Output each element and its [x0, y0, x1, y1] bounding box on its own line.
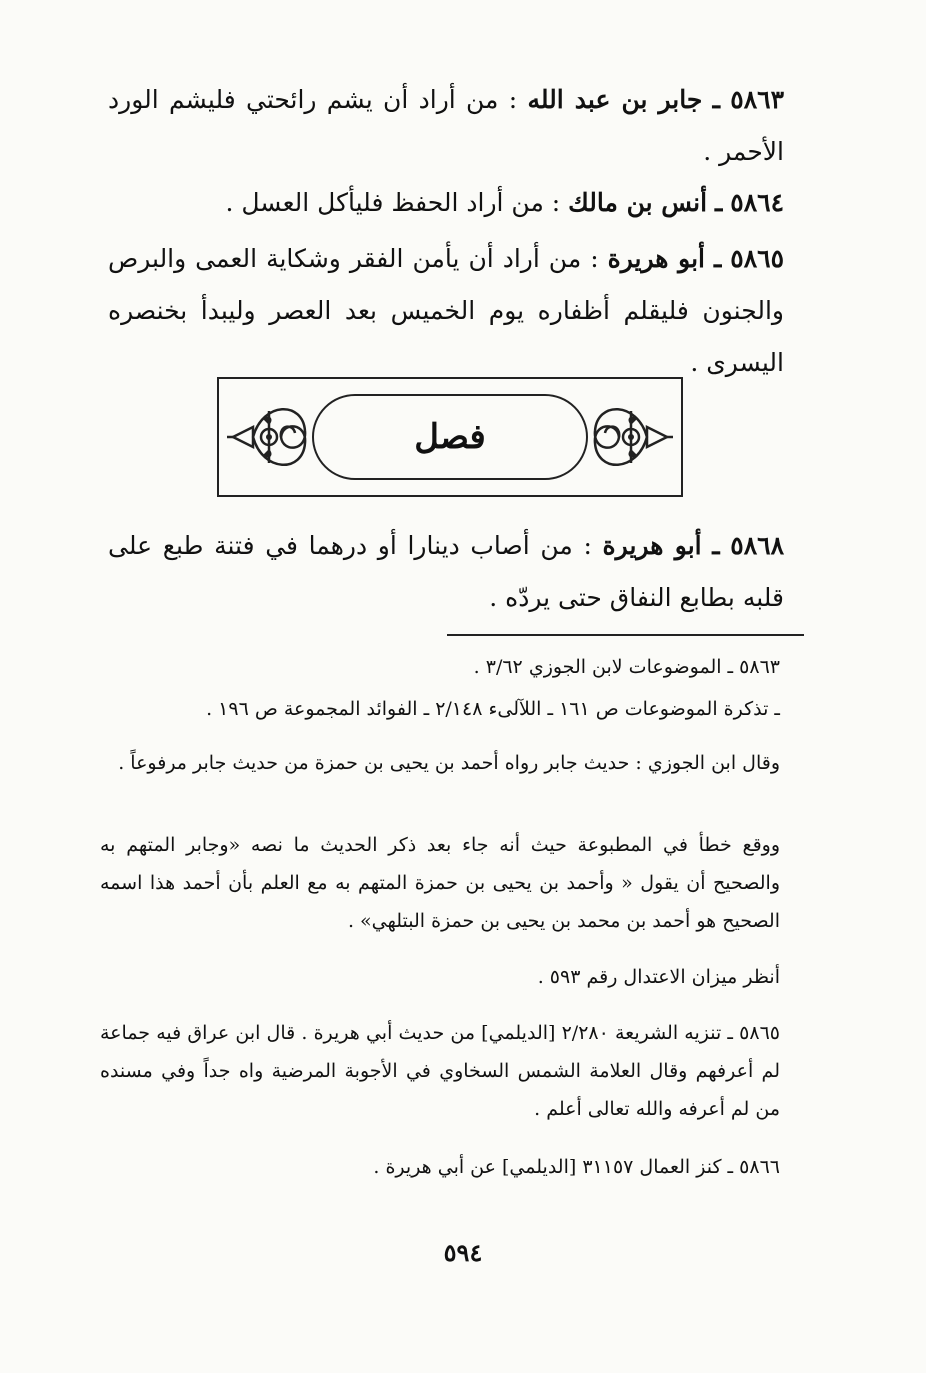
entry-5863	[108, 74, 784, 178]
entry-text: : من أراد الحفظ فليأكل العسل .	[225, 188, 561, 217]
footnote: ٥٨٦٣ ـ الموضوعات لابن الجوزي ٣/٦٢ .	[473, 656, 780, 678]
entry-number: ٥٨٦٨	[730, 531, 785, 560]
footnote: وقال ابن الجوزي : حديث جابر رواه أحمد بن يحيى بن حمزة من حديث جابر مرفوعاً .	[118, 752, 780, 774]
entry-5865	[108, 233, 784, 389]
page-number: ٥٩٤	[443, 1238, 483, 1267]
footnote: ٥٨٦٦ ـ كنز العمال ٣١١٥٧ [الديلمي] عن أبي هريرة .	[373, 1156, 780, 1178]
entry-number: ٥٨٦٤	[730, 188, 784, 217]
arabesque-ornament-icon	[223, 391, 315, 483]
entry-narrator: أبو هريرة	[607, 244, 705, 273]
footnote: ـ تذكرة الموضوعات ص ١٦١ ـ اللآلىء ٢/١٤٨ ـ الفوائد المجموعة ص ١٩٦ .	[206, 698, 780, 720]
footnote: ووقع خطأ في المطبوعة حيث أنه جاء بعد ذكر الحديث ما نصه «وجابر المتهم به والصحيح أن يقول « وأحمد بن يحيى بن حمزة المتهم به مع العلم بأن أحمد هذا اسمه الصحيح هو أحمد بن محمد بن يحيى بن حمزة البتلهي» .	[100, 834, 780, 932]
entry-5868	[108, 520, 784, 624]
section-heading-frame	[217, 377, 683, 497]
entry-number: ٥٨٦٣	[730, 85, 784, 114]
section-title: فصل	[414, 417, 486, 457]
entry-text: : من أراد أن يأمن الفقر وشكاية العمى والبرص والجنون فليقلم أظفاره يوم الخميس بعد العصر وليبدأ بخنصره اليسرى .	[108, 244, 784, 377]
entry-dash: ـ	[712, 85, 720, 114]
footnote: أنظر ميزان الاعتدال رقم ٥٩٣ .	[537, 966, 780, 988]
section-heading-cartouche	[312, 394, 588, 480]
entry-dash: ـ	[712, 531, 720, 560]
entry-text: : من أراد أن يشم رائحتي فليشم الورد الأحمر .	[108, 85, 784, 166]
arabesque-ornament-icon	[585, 391, 677, 483]
entry-text: : من أصاب دينارا أو درهما في فتنة طبع على قلبه بطابع النفاق حتى يردّه .	[108, 531, 784, 612]
entry-dash: ـ	[715, 188, 723, 217]
footnote: ٥٨٦٥ ـ تنزيه الشريعة ٢/٢٨٠ [الديلمي] من حديث أبي هريرة . قال ابن عراق فيه جماعة لم أعرفهم وقال العلامة الشمس السخاوي في الأجوبة المرضية واه جداً وفي مسنده من لم أعرفه والله تعالى أعلم .	[100, 1022, 780, 1120]
entry-dash: ـ	[713, 244, 722, 273]
entry-narrator: جابر بن عبد الله	[527, 85, 703, 114]
entry-number: ٥٨٦٥	[730, 244, 785, 273]
entry-5864	[108, 177, 784, 229]
entry-narrator: أبو هريرة	[602, 531, 702, 560]
entry-narrator: أنس بن مالك	[568, 188, 708, 217]
footnote-separator	[447, 634, 804, 636]
